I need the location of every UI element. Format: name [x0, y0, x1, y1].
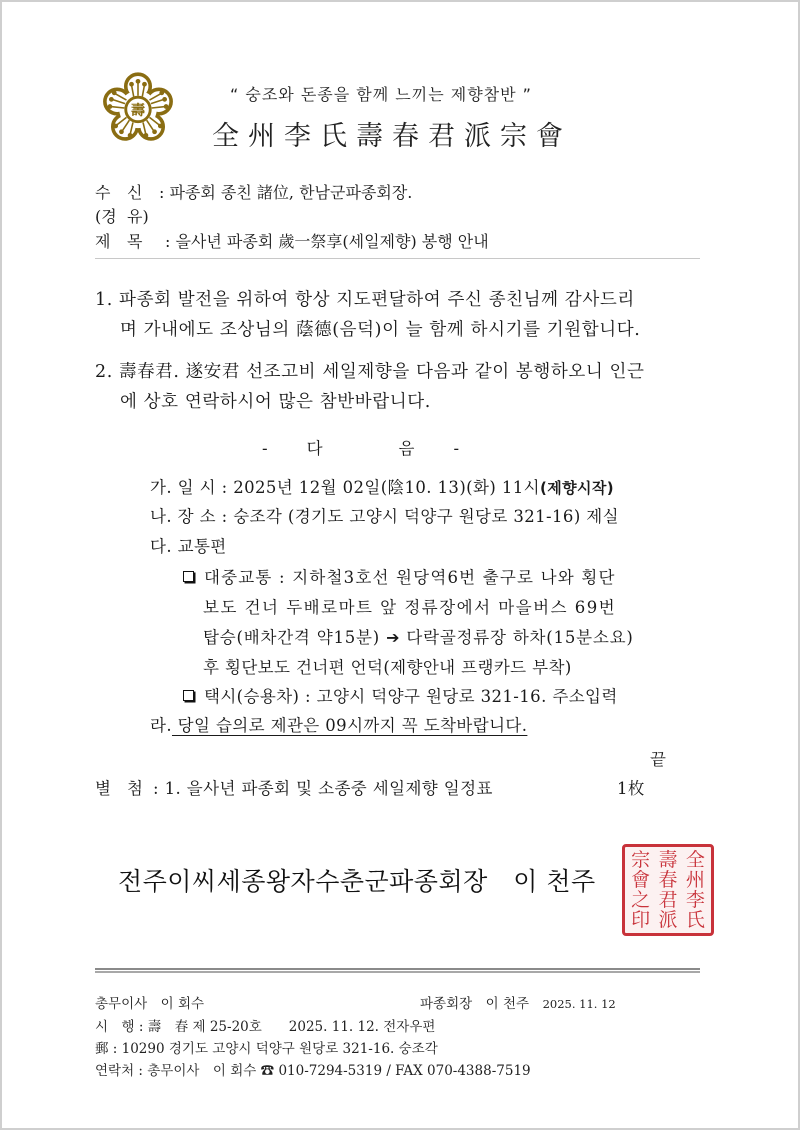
attachment-count: 1枚 [617, 779, 645, 798]
detail-datetime: 가. 일 시 : 2025년 12월 02일(陰10. 13)(화) 11시(제향시작) [150, 478, 615, 497]
next-heading: - 다 음 - [262, 439, 462, 458]
footer-contact: 연락처 : 총무이사 이 회수 ☎ 010-7294-5319 / FAX 070-4388-7519 [95, 1063, 531, 1079]
subject-line: 제 목 : 을사년 파종회 歲一祭享(세일제향) 봉행 안내 [95, 232, 489, 251]
taxi-line: 택시(승용차) : 고양시 덕양구 원당로 321-16. 주소입력 [183, 683, 618, 707]
transit-line-2: 보도 건너 두배로마트 앞 정류장에서 마을버스 69번 [203, 598, 617, 617]
footer-staff: 총무이사 이 회수 [95, 996, 205, 1012]
transit-line-3: 탑승(배차간격 약15분) ➔ 다락골정류장 하차(15분소요) [203, 628, 634, 647]
paragraph-2-line-2: 에 상호 연락하시어 많은 참반바랍니다. [120, 392, 431, 412]
plum-blossom-emblem-icon [102, 72, 174, 144]
footer-postal-address: 郵 : 10290 경기도 고양시 덕양구 원당로 321-16. 숭조각 [95, 1041, 438, 1057]
checkbox-bullet-icon [183, 690, 194, 701]
via-line: (경 유) [95, 207, 149, 226]
paragraph-2-line-1: 2. 壽春君. 遂安君 선조고비 세일제향을 다음과 같이 봉행하오니 인근 [95, 362, 645, 382]
end-mark: 끝 [650, 750, 667, 769]
subject-value: : 을사년 파종회 歲一祭享(세일제향) 봉행 안내 [165, 232, 489, 251]
seal-column-2: 壽 春 君 派 [658, 849, 678, 931]
phone-icon: ☎ [260, 1063, 275, 1079]
recipient-line: 수 신 : 파종회 종친 諸位, 한남군파종회장. [95, 183, 413, 202]
recipient-value: : 파종회 종친 諸位, 한남군파종회장. [159, 183, 413, 202]
detail-location: 나. 장 소 : 숭조각 (경기도 고양시 덕양구 원당로 321-16) 제실 [150, 507, 619, 526]
footer-chair: 파종회장 이 천주 2025. 11. 12 [420, 996, 616, 1012]
official-seal-stamp [622, 844, 714, 936]
footer-divider [95, 968, 700, 973]
seal-column-3: 宗 會 之 印 [631, 849, 651, 931]
svg-text:壽: 壽 [130, 102, 146, 120]
transit-line-4: 후 횡단보도 건너편 언덕(제향안내 프랭카드 부착) [203, 658, 572, 677]
header-divider [95, 258, 700, 259]
paragraph-1-line-2: 며 가내에도 조상님의 蔭德(음덕)이 늘 함께 하시기를 기원합니다. [120, 320, 641, 340]
detail-arrival-notice: 라. 당일 습의로 제관은 09시까지 꼭 도착바랍니다. [150, 716, 528, 735]
detail-transport-heading: 다. 교통편 [150, 537, 227, 556]
attachment-line: 별 첨 : 1. 을사년 파종회 및 소종중 세일제향 일정표 [95, 779, 493, 798]
sender-signature: 전주이씨세종왕자수춘군파종회장 이 천주 [118, 867, 596, 896]
organization-title: 全州李氏壽春君派宗會 [212, 121, 572, 152]
slogan: “ 숭조와 돈종을 함께 느끼는 제향참반 ” [230, 85, 532, 104]
arrow-right-icon: ➔ [386, 628, 401, 647]
seal-column-1: 全 州 李 氏 [685, 849, 705, 931]
paragraph-1-line-1: 1. 파종회 발전을 위하여 항상 지도편달하여 주신 종친님께 감사드리 [95, 290, 635, 310]
checkbox-bullet-icon [183, 571, 194, 582]
footer-enforcement: 시 행 : 壽 春 제 25-20호 2025. 11. 12. 전자우편 [95, 1019, 436, 1035]
transit-line-1: 대중교통 : 지하철3호선 원당역6번 출구로 나와 횡단 [183, 564, 616, 588]
